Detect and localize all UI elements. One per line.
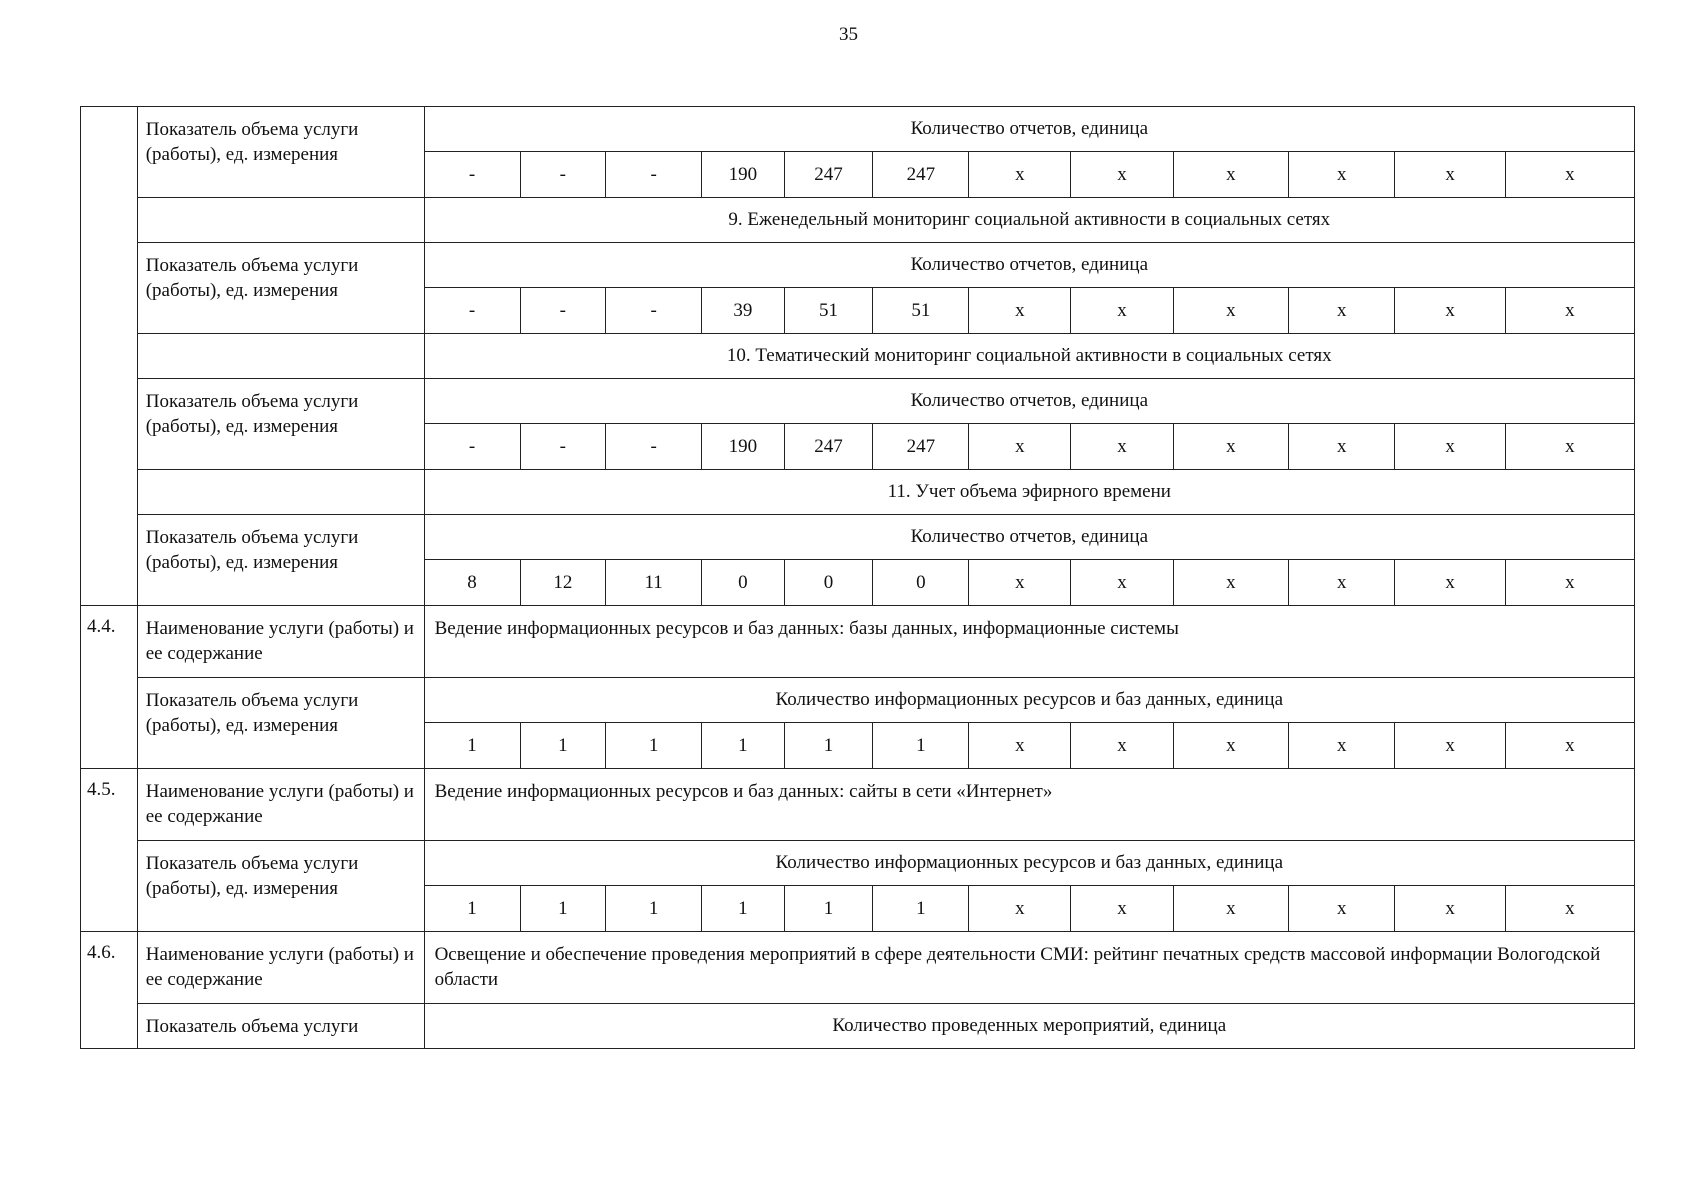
service-name-label: Наименование услуги (работы) и ее содержание [137, 769, 424, 841]
section-number-cell [81, 107, 138, 606]
service-name: Ведение информационных ресурсов и баз данных: базы данных, информационные системы [424, 606, 1634, 678]
value-cell: 39 [702, 288, 785, 334]
value-cell: x [1395, 886, 1505, 932]
indicator-unit: Количество отчетов, единица [424, 379, 1634, 424]
indicator-unit: Количество отчетов, единица [424, 243, 1634, 288]
value-cell: x [1289, 886, 1395, 932]
value-cell: x [1395, 424, 1505, 470]
value-cell: 0 [784, 560, 873, 606]
value-cell: x [969, 886, 1071, 932]
value-cell: - [424, 288, 520, 334]
service-name-label: Наименование услуги (работы) и ее содержание [137, 932, 424, 1004]
value-cell: x [1173, 886, 1289, 932]
value-cell: x [1289, 723, 1395, 769]
work-title: 10. Тематический мониторинг социальной активности в социальных сетях [424, 334, 1634, 379]
value-cell: 1 [424, 886, 520, 932]
table-row [81, 243, 1635, 288]
table-row [81, 841, 1635, 886]
value-cell: 8 [424, 560, 520, 606]
value-cell: 1 [702, 886, 785, 932]
table-row [81, 334, 1635, 379]
empty-label-cell [137, 198, 424, 243]
value-cell: 247 [873, 424, 969, 470]
page-number: 35 [839, 24, 858, 45]
value-cell: 1 [424, 723, 520, 769]
value-cell: 1 [606, 723, 702, 769]
value-cell: x [969, 560, 1071, 606]
value-cell: - [424, 424, 520, 470]
value-cell: 0 [873, 560, 969, 606]
value-cell: - [520, 424, 606, 470]
service-name: Освещение и обеспечение проведения мероприятий в сфере деятельности СМИ: рейтинг печатных средств массовой информации Вологодской области [424, 932, 1634, 1004]
value-cell: x [1071, 424, 1173, 470]
value-cell: 247 [873, 152, 969, 198]
value-cell: x [1071, 152, 1173, 198]
table-row [81, 1004, 1635, 1049]
value-cell: x [1505, 424, 1634, 470]
service-name: Ведение информационных ресурсов и баз данных: сайты в сети «Интернет» [424, 769, 1634, 841]
section-number: 4.4. [81, 606, 138, 769]
value-cell: - [520, 152, 606, 198]
value-cell: 1 [784, 886, 873, 932]
indicator-label: Показатель объема услуги [137, 1004, 424, 1049]
table-row [81, 769, 1635, 841]
table-row [81, 606, 1635, 678]
value-cell: x [1289, 560, 1395, 606]
value-cell: x [969, 288, 1071, 334]
value-cell: x [1505, 886, 1634, 932]
indicator-label: Показатель объема услуги (работы), ед. измерения [137, 515, 424, 606]
value-cell: x [1505, 152, 1634, 198]
value-cell: 190 [702, 152, 785, 198]
value-cell: - [424, 152, 520, 198]
value-cell: x [1071, 560, 1173, 606]
section-number: 4.6. [81, 932, 138, 1049]
value-cell: 1 [520, 886, 606, 932]
work-title: 9. Еженедельный мониторинг социальной активности в социальных сетях [424, 198, 1634, 243]
value-cell: - [606, 288, 702, 334]
table-row [81, 932, 1635, 1004]
value-cell: x [1071, 288, 1173, 334]
section-number: 4.5. [81, 769, 138, 932]
value-cell: 1 [702, 723, 785, 769]
table-row [81, 515, 1635, 560]
value-cell: 1 [873, 723, 969, 769]
value-cell: 0 [702, 560, 785, 606]
value-cell: x [1173, 723, 1289, 769]
value-cell: 51 [784, 288, 873, 334]
value-cell: 1 [873, 886, 969, 932]
empty-label-cell [137, 334, 424, 379]
indicator-unit: Количество информационных ресурсов и баз данных, единица [424, 841, 1634, 886]
value-cell: x [1395, 152, 1505, 198]
value-cell: x [1071, 723, 1173, 769]
value-cell: 247 [784, 424, 873, 470]
value-cell: x [1173, 424, 1289, 470]
empty-label-cell [137, 470, 424, 515]
services-table [80, 106, 1635, 1049]
indicator-unit: Количество отчетов, единица [424, 107, 1634, 152]
value-cell: x [1505, 723, 1634, 769]
value-cell: x [1505, 560, 1634, 606]
service-name-label: Наименование услуги (работы) и ее содержание [137, 606, 424, 678]
indicator-label: Показатель объема услуги (работы), ед. измерения [137, 243, 424, 334]
indicator-label: Показатель объема услуги (работы), ед. измерения [137, 841, 424, 932]
value-cell: x [1395, 560, 1505, 606]
value-cell: 247 [784, 152, 873, 198]
value-cell: x [1395, 288, 1505, 334]
work-title: 11. Учет объема эфирного времени [424, 470, 1634, 515]
value-cell: x [1289, 424, 1395, 470]
value-cell: x [1505, 288, 1634, 334]
value-cell: - [520, 288, 606, 334]
value-cell: 51 [873, 288, 969, 334]
table-row [81, 198, 1635, 243]
value-cell: 1 [520, 723, 606, 769]
indicator-label: Показатель объема услуги (работы), ед. измерения [137, 107, 424, 198]
value-cell: x [1071, 886, 1173, 932]
indicator-label: Показатель объема услуги (работы), ед. измерения [137, 678, 424, 769]
value-cell: 190 [702, 424, 785, 470]
value-cell: x [969, 152, 1071, 198]
value-cell: 1 [784, 723, 873, 769]
value-cell: - [606, 152, 702, 198]
value-cell: x [969, 723, 1071, 769]
value-cell: - [606, 424, 702, 470]
value-cell: x [1173, 288, 1289, 334]
table-row [81, 379, 1635, 424]
value-cell: x [1173, 152, 1289, 198]
indicator-unit: Количество проведенных мероприятий, единица [424, 1004, 1634, 1049]
table-row [81, 107, 1635, 152]
table-row [81, 678, 1635, 723]
value-cell: 12 [520, 560, 606, 606]
indicator-label: Показатель объема услуги (работы), ед. измерения [137, 379, 424, 470]
value-cell: 1 [606, 886, 702, 932]
value-cell: x [969, 424, 1071, 470]
value-cell: x [1289, 288, 1395, 334]
indicator-unit: Количество информационных ресурсов и баз данных, единица [424, 678, 1634, 723]
indicator-unit: Количество отчетов, единица [424, 515, 1634, 560]
value-cell: x [1395, 723, 1505, 769]
table-row [81, 470, 1635, 515]
value-cell: x [1289, 152, 1395, 198]
value-cell: x [1173, 560, 1289, 606]
value-cell: 11 [606, 560, 702, 606]
